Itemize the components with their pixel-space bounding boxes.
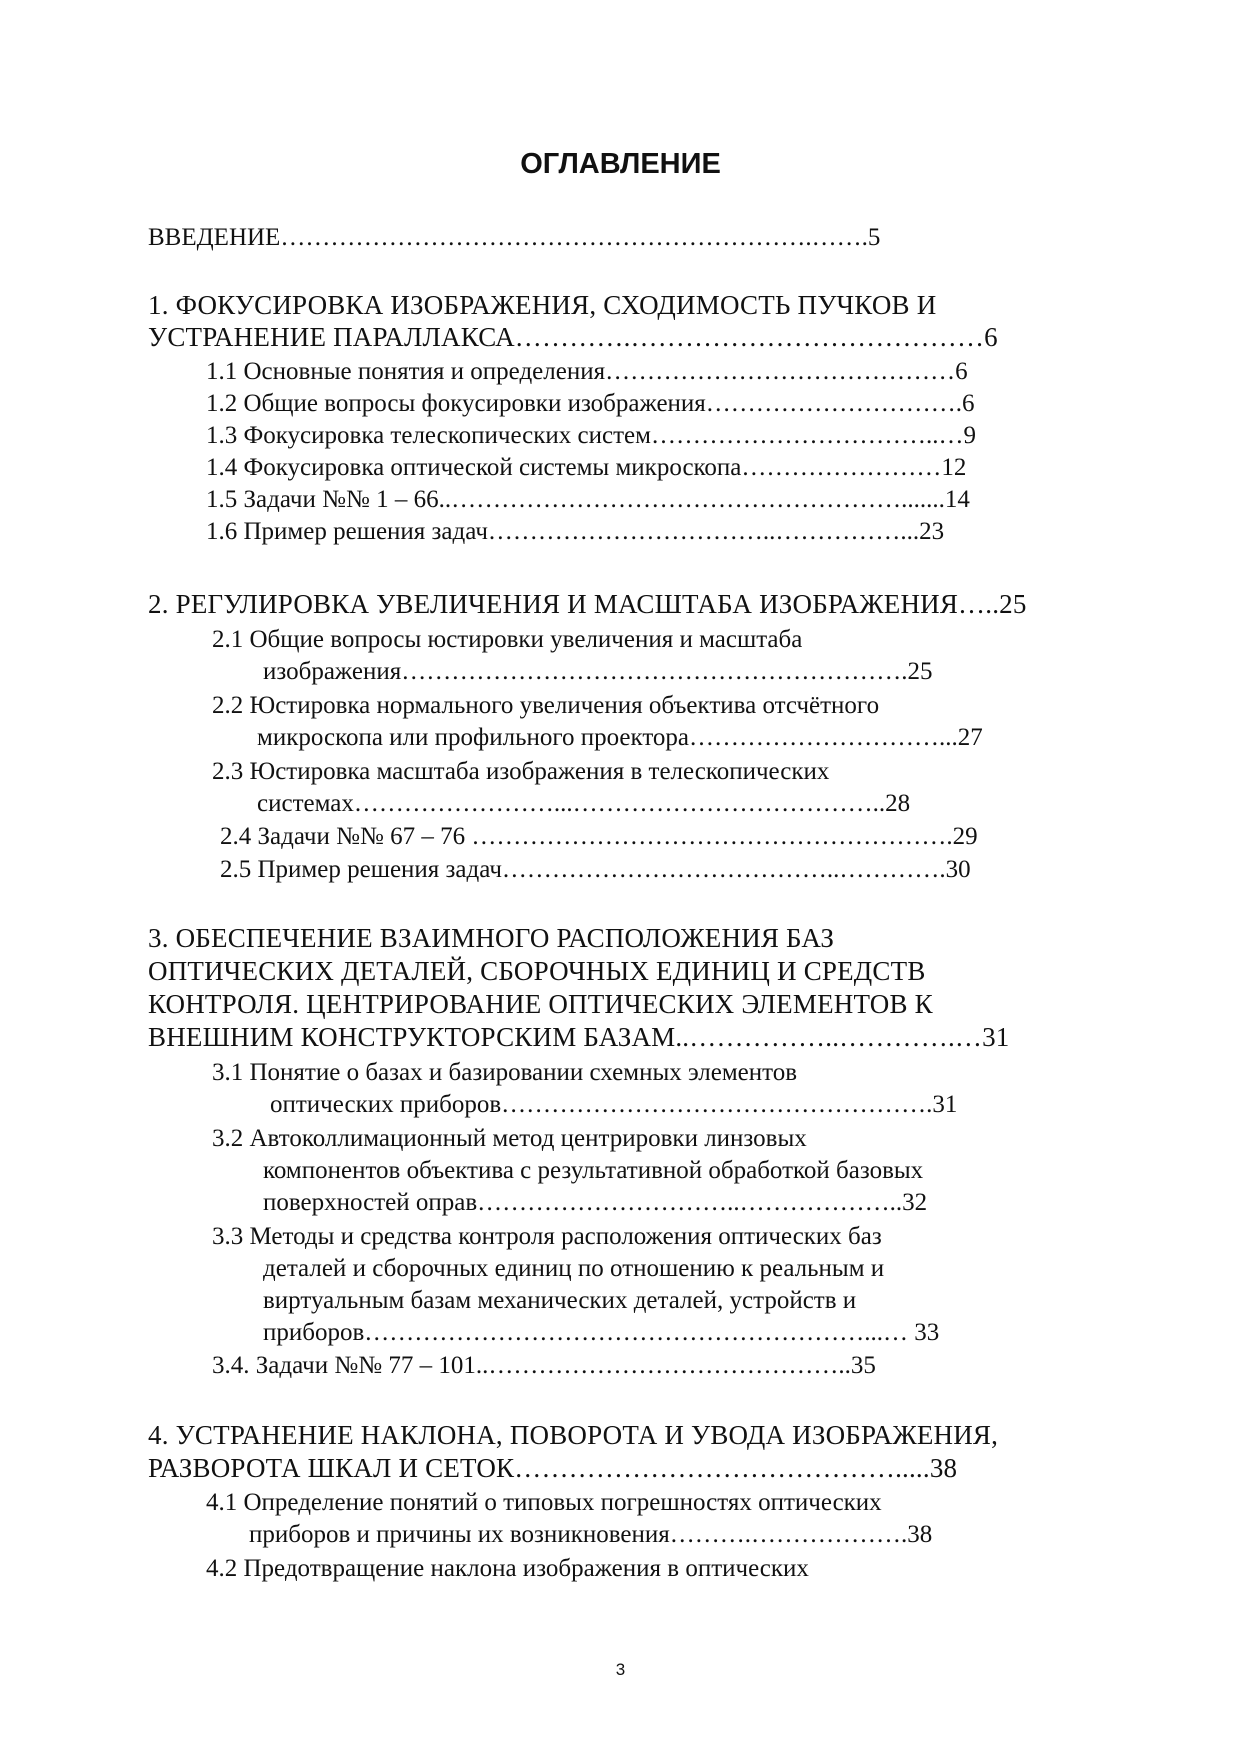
toc-entry-2-3: 2.3 Юстировка масштаба изображения в телескопических bbox=[212, 758, 830, 785]
toc-entry-3-1-cont: оптических приборов…………………………………………….31 bbox=[270, 1091, 958, 1118]
toc-entry-4-2: 4.2 Предотвращение наклона изображения в оптических bbox=[206, 1555, 809, 1582]
toc-section-3-title-cont-1: ОПТИЧЕСКИХ ДЕТАЛЕЙ, СБОРОЧНЫХ ЕДИНИЦ И СРЕДСТВ bbox=[148, 956, 926, 986]
toc-entry-2-2: 2.2 Юстировка нормального увеличения объектива отсчётного bbox=[212, 692, 880, 719]
toc-entry-introduction: ВВЕДЕНИЕ……………………………………………………….…….5 bbox=[148, 224, 881, 251]
toc-entry-1-6: 1.6 Пример решения задач……………………………..……………...23 bbox=[206, 518, 945, 545]
toc-entry-2-3-cont: системах……………………...………………………………..28 bbox=[257, 790, 911, 817]
toc-section-4-title: 4. УСТРАНЕНИЕ НАКЛОНА, ПОВОРОТА И УВОДА ИЗОБРАЖЕНИЯ, bbox=[148, 1420, 999, 1450]
toc-entry-3-3-cont-2: виртуальным базам механических деталей, устройств и bbox=[263, 1287, 857, 1314]
toc-section-4-title-cont: РАЗВОРОТА ШКАЛ И СЕТОК…………………………………….....38 bbox=[148, 1453, 958, 1483]
toc-section-1-title-cont: УСТРАНЕНИЕ ПАРАЛЛАКСА………….…………………………………6 bbox=[148, 322, 998, 352]
toc-entry-1-1: 1.1 Основные понятия и определения……………………………………6 bbox=[206, 358, 968, 385]
toc-entry-2-4: 2.4 Задачи №№ 67 – 76 ………………………………………………….29 bbox=[220, 823, 978, 850]
toc-entry-3-3-cont-3: приборов……………………………………………………...… 33 bbox=[263, 1319, 940, 1346]
toc-entry-3-2-cont-1: компонентов объектива с результативной обработкой базовых bbox=[263, 1157, 924, 1184]
toc-entry-1-2: 1.2 Общие вопросы фокусировки изображения………………………….6 bbox=[206, 390, 975, 417]
toc-entry-2-5: 2.5 Пример решения задач…………………………………..………….30 bbox=[220, 856, 971, 883]
toc-section-3-title-cont-2: КОНТРОЛЯ. ЦЕНТРИРОВАНИЕ ОПТИЧЕСКИХ ЭЛЕМЕНТОВ К bbox=[148, 989, 933, 1019]
toc-entry-1-3: 1.3 Фокусировка телескопических систем……………………………..…9 bbox=[206, 422, 976, 449]
toc-section-1-title: 1. ФОКУСИРОВКА ИЗОБРАЖЕНИЯ, СХОДИМОСТЬ ПУЧКОВ И bbox=[148, 290, 937, 320]
toc-entry-3-1: 3.1 Понятие о базах и базировании схемных элементов bbox=[212, 1059, 798, 1086]
toc-entry-2-2-cont: микроскопа или профильного проектора…………………………...27 bbox=[257, 724, 983, 751]
toc-entry-4-1: 4.1 Определение понятий о типовых погрешностях оптических bbox=[206, 1489, 882, 1516]
toc-entry-1-4: 1.4 Фокусировка оптической системы микроскопа……………………12 bbox=[206, 454, 967, 481]
toc-entry-2-1: 2.1 Общие вопросы юстировки увеличения и масштаба bbox=[212, 626, 803, 653]
toc-section-3-title-cont-3: ВНЕШНИМ КОНСТРУКТОРСКИМ БАЗАМ..……………..………….…31 bbox=[148, 1022, 1010, 1052]
toc-entry-2-1-cont: изображения…………………………………………………….25 bbox=[263, 658, 933, 685]
toc-entry-4-1-cont: приборов и причины их возникновения……….……………….38 bbox=[249, 1521, 933, 1548]
toc-entry-3-2-cont-2: поверхностей оправ…………………………..………………..32 bbox=[263, 1189, 928, 1216]
toc-entry-1-5: 1.5 Задачи №№ 1 – 66..……………………………………………….......14 bbox=[206, 486, 970, 513]
page-number: 3 bbox=[615, 1660, 626, 1679]
toc-entry-3-3: 3.3 Методы и средства контроля расположения оптических баз bbox=[212, 1223, 882, 1250]
toc-section-2-title: 2. РЕГУЛИРОВКА УВЕЛИЧЕНИЯ И МАСШТАБА ИЗОБРАЖЕНИЯ…..25 bbox=[148, 589, 1027, 619]
toc-entry-3-4: 3.4. Задачи №№ 77 – 101..……………………………………..35 bbox=[212, 1352, 876, 1379]
toc-entry-3-2: 3.2 Автоколлимационный метод центрировки линзовых bbox=[212, 1125, 807, 1152]
toc-entry-3-3-cont-1: деталей и сборочных единиц по отношению к реальным и bbox=[263, 1255, 885, 1282]
page-title: ОГЛАВЛЕНИЕ bbox=[520, 148, 721, 180]
toc-section-3-title: 3. ОБЕСПЕЧЕНИЕ ВЗАИМНОГО РАСПОЛОЖЕНИЯ БАЗ bbox=[148, 923, 835, 953]
